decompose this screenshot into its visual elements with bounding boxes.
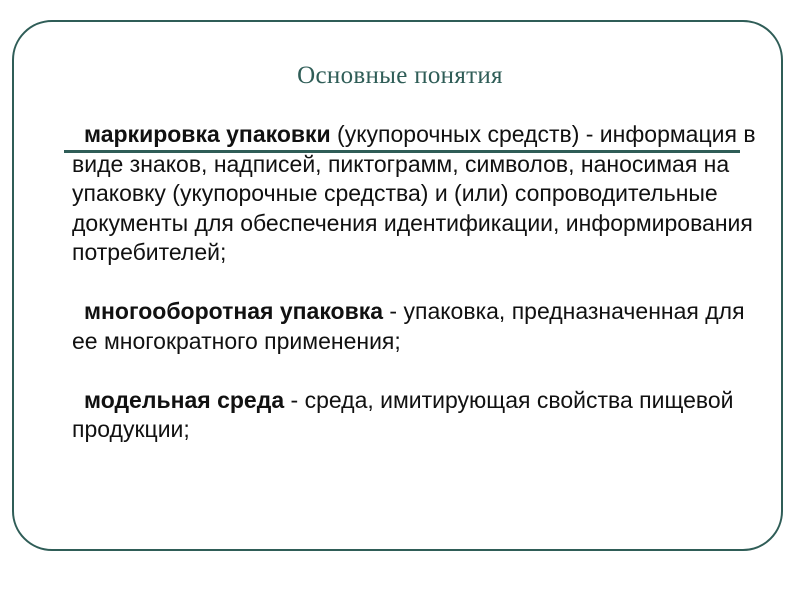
definition-text: - среда, имитирующая свойства пищевой продукции; — [72, 386, 734, 442]
definitions-list — [72, 120, 762, 474]
definition-item — [72, 386, 762, 445]
definition-term: модельная среда — [84, 386, 285, 413]
slide-title: Основные понятия — [297, 62, 503, 89]
definition-text: - упаковка, предназначенная для ее многократного применения; — [72, 298, 745, 354]
definition-term: маркировка упаковки — [84, 121, 331, 147]
definition-item — [72, 120, 762, 268]
definition-item — [72, 297, 762, 356]
definition-term: многооборотная упаковка — [84, 298, 384, 324]
definition-text: (укупорочных средств) - информация в виде знаков, надписей, пиктограмм, символов, наносимая на упаковку (укупорочные средства) и (или) сопроводительные документы для обеспечения идентификации, информирования потребителей; — [72, 121, 756, 265]
